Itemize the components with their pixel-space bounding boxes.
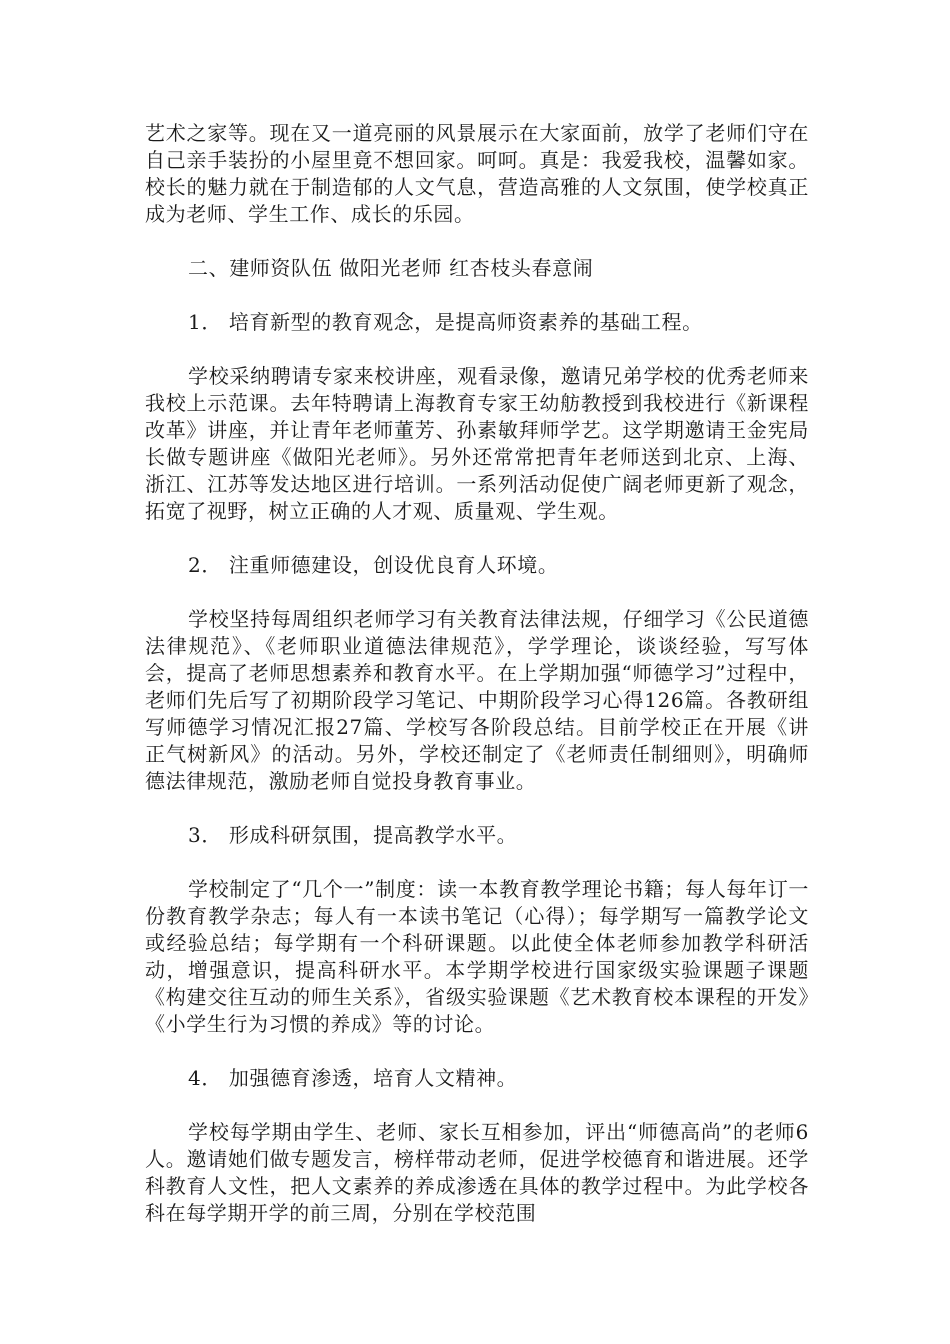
body-paragraph-1: 学校采纳聘请专家来校讲座，观看录像，邀请兄弟学校的优秀老师来我校上示范课。去年特聘请上海教育专家王幼舫教授到我校进行《新课程改革》讲座，并让青年老师董芳、孙素敏拜师学艺。这学期邀请王金宪局长做专题讲座《做阳光老师》。另外还常常把青年老师送到北京、上海、浙江、江苏等发达地区进行培训。一系列活动促使广阔老师更新了观念，拓宽了视野，树立正确的人才观、质量观、学生观。 <box>145 364 809 523</box>
subsection-heading-2: 2． 注重师德建设，创设优良育人环境。 <box>188 553 559 577</box>
document-body <box>145 120 809 1254</box>
subsection-heading-3: 3． 形成科研氛围，提高教学水平。 <box>188 823 518 847</box>
subsection-heading-4: 4． 加强德育渗透，培育人文精神。 <box>188 1066 518 1090</box>
body-paragraph-4: 学校每学期由学生、老师、家长互相参加，评出“师德高尚”的老师6人。邀请她们做专题发言，榜样带动老师，促进学校德育和谐进展。还学科教育人文性，把人文素养的养成渗透在具体的教学过程中。为此学校各科在每学期开学的前三周，分别在学校范围 <box>145 1120 809 1225</box>
section-heading: 二、建师资队伍 做阳光老师 红杏枝头春意闹 <box>188 256 594 280</box>
body-paragraph-3: 学校制定了“几个一”制度：读一本教育教学理论书籍；每人每年订一份教育教学杂志；每人有一本读书笔记（心得）；每学期写一篇教学论文或经验总结；每学期有一个科研课题。以此使全体老师参加教学科研活动，增强意识，提高科研水平。本学期学校进行国家级实验课题子课题《构建交往互动的师生关系》，省级实验课题《艺术教育校本课程的开发》《小学生行为习惯的养成》等的讨论。 <box>145 877 809 1036</box>
subsection-heading-1: 1． 培育新型的教育观念，是提高师资素养的基础工程。 <box>188 310 703 334</box>
body-paragraph-2: 学校坚持每周组织老师学习有关教育法律法规，仔细学习《公民道德法律规范》、《老师职业道德法律规范》，学学理论，谈谈经验，写写体会，提高了老师思想素养和教育水平。在上学期加强“师德学习”过程中，老师们先后写了初期阶段学习笔记、中期阶段学习心得126篇。各教研组写师德学习情况汇报27篇、学校写各阶段总结。目前学校正在开展《讲正气树新风》的活动。另外，学校还制定了《老师责任制细则》，明确师德法律规范，激励老师自觉投身教育事业。 <box>145 607 809 793</box>
paragraph-continuation: 艺术之家等。现在又一道亮丽的风景展示在大家面前，放学了老师们守在自己亲手装扮的小屋里竟不想回家。呵呵。真是：我爱我校，温馨如家。校长的魅力就在于制造郁的人文气息，营造高雅的人文氛围，使学校真正成为老师、学生工作、成长的乐园。 <box>145 121 809 226</box>
